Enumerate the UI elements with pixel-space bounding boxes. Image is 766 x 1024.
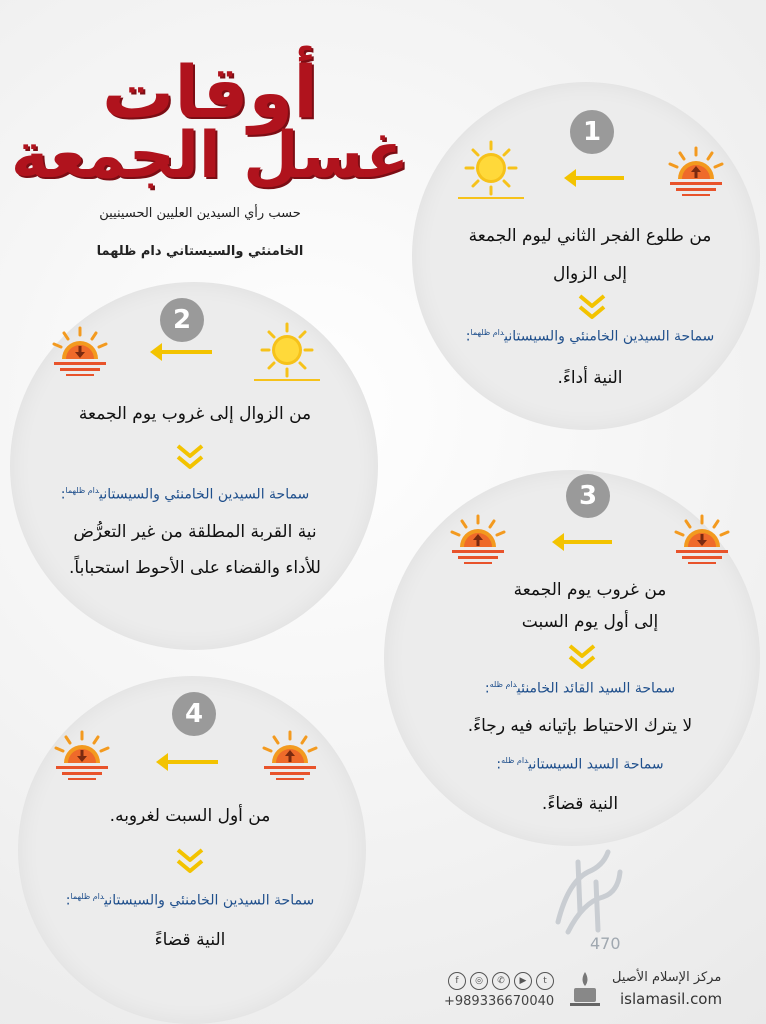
card-2-authority: سماحة السيدين الخامنئي والسيستاني$^{دام ظلهما}$: [60,486,310,503]
card-4-number-badge: 4 [172,692,216,736]
chevrons-down-icon [174,846,206,876]
card-1-period-line1: من طلوع الفجر الثاني ليوم الجمعة [468,226,712,246]
card-1-number-badge: 1 [570,110,614,154]
card-2-number-badge: 2 [160,298,204,342]
card-3-authority-a: سماحة السيد القائد الخامنئي$^{دام ظله}$: [484,680,676,697]
sunset-icon [52,730,112,780]
sunrise-icon [666,146,726,196]
direction-arrow-icon [562,540,612,544]
card-3-number-badge: 3 [566,474,610,518]
card-4-period-line1: من أول السبت لغروبه. [109,806,271,826]
facebook-icon[interactable]: f [448,972,466,990]
noon-sun-icon [456,140,526,200]
sunset-icon [672,514,732,564]
card-2-period-line1: من الزوال إلى غروب يوم الجمعة [78,404,312,424]
chevrons-down-icon [566,642,598,672]
sunset-icon [50,326,110,376]
youtube-icon[interactable]: ▶ [514,972,532,990]
card-3-period-line2: إلى أول يوم السبت [521,612,659,632]
card-3-period-line1: من غروب يوم الجمعة [513,580,667,600]
chevrons-down-icon [576,292,608,322]
card-4-ruling: النية قضاءً [154,930,226,950]
footer-org-name: مركز الإسلام الأصيل [612,970,722,985]
subtitle-line1: حسب رأي السيدين العليين الحسينيين [99,206,301,221]
card-3-ruling-b: النية قضاءً. [541,794,619,814]
noon-sun-icon [252,322,322,382]
direction-arrow-icon [160,350,212,354]
card-1-authority: سماحة السيدين الخامنئي والسيستاني$^{دام ظلهما}$: [465,328,715,345]
card-3-authority-b: سماحة السيد السيستاني$^{دام ظله}$: [496,756,664,773]
page-title-line2: غسل الجمعة [10,119,410,193]
twitter-icon[interactable]: t [536,972,554,990]
footer-phone[interactable]: +989336670040 [444,994,555,1009]
card-1-ruling: النية أداءً. [557,368,623,388]
direction-arrow-icon [166,760,218,764]
calligraphy-watermark-icon [548,842,628,942]
card-2-ruling-line2: للأداء والقضاء على الأحوط استحباباً. [69,558,321,578]
subtitle-line2: الخامنئي والسيستاني دام ظلهما [96,244,304,259]
card-2-ruling-line1: نية القربة المطلقة من غير التعرُّض [73,522,317,542]
card-1-period-line2: إلى الزوال [552,264,628,284]
chevrons-down-icon [174,442,206,472]
watermark-number: 470 [590,934,621,953]
whatsapp-icon[interactable]: ✆ [492,972,510,990]
page-title-line1: أوقات [102,50,318,134]
instagram-icon[interactable]: ◎ [470,972,488,990]
sunrise-icon [260,730,320,780]
org-logo-icon [568,970,602,1008]
direction-arrow-icon [574,176,624,180]
card-3-ruling-a: لا يترك الاحتياط بإتيانه فيه رجاءً. [467,716,693,736]
card-4-authority: سماحة السيدين الخامنئي والسيستاني$^{دام ظلهما}$: [65,892,315,909]
sunrise-icon [448,514,508,564]
footer-website[interactable]: islamasil.com [620,990,723,1008]
